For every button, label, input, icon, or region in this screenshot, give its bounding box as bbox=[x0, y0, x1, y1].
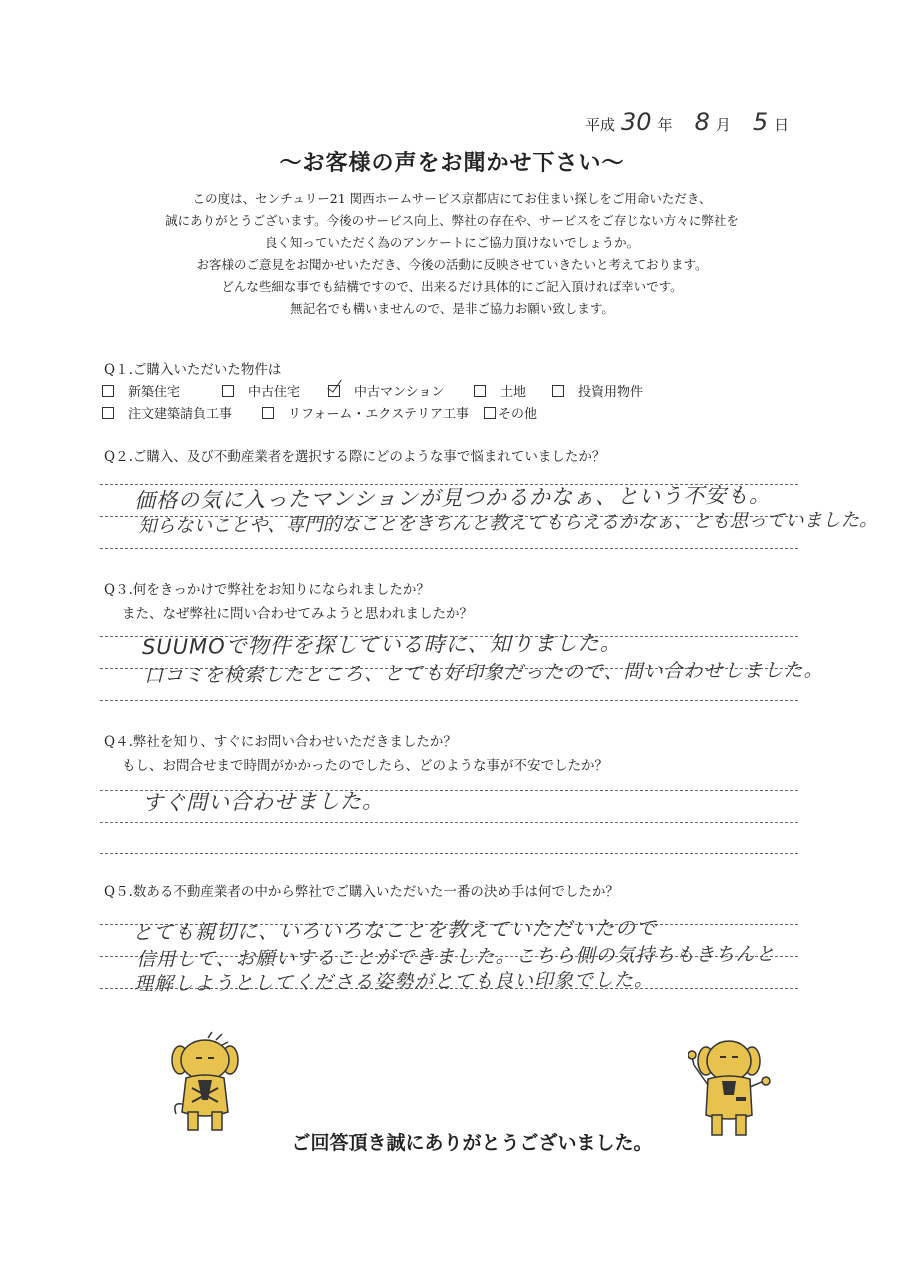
intro-line: 無記名でも構いませんので、是非ご協力お願い致します。 bbox=[290, 301, 614, 316]
option-used-condo[interactable]: 中古マンション bbox=[328, 381, 444, 400]
q4-question-line: Q４.弊社を知り、すぐにお問い合わせいただきましたか？ bbox=[104, 734, 457, 750]
q5-answer-lines bbox=[100, 0, 798, 1000]
dog-mascot-left-icon bbox=[168, 1030, 248, 1136]
date-year-unit: 年 bbox=[657, 116, 673, 134]
q3-question-line: また、なぜ弊社に問い合わせてみようと思われましたか？ bbox=[122, 606, 473, 622]
date-month: 8 bbox=[694, 108, 710, 136]
date-day: 5 bbox=[752, 108, 769, 136]
date-year: 30 bbox=[621, 108, 652, 136]
intro-line: お客様のご意見をお聞かせいただき、今後の活動に反映させていきたいと考えております。 bbox=[196, 257, 708, 272]
q4-question-line: もし、お問合せまで時間がかかったのでしたら、どのような事が不安でしたか？ bbox=[122, 758, 608, 774]
option-used-house[interactable]: 中古住宅 bbox=[222, 381, 300, 400]
q2-question: Q２.ご購入、及び不動産業者を選択する際にどのような事で悩まれていましたか？ bbox=[104, 449, 606, 465]
q5-question: Q５.数ある不動産業者の中から弊社でご購入いただいた一番の決め手は何でしたか？ bbox=[104, 884, 619, 900]
option-reform[interactable]: リフォーム・エクステリア工事 bbox=[262, 403, 469, 422]
q1-question: Q１.ご購入いただいた物件は bbox=[104, 362, 282, 378]
date-month-unit: 月 bbox=[715, 116, 731, 134]
intro-line: どんな些細な事でも結構ですので、出来るだけ具体的にご記入頂ければ幸いです。 bbox=[221, 279, 683, 294]
q3-answer-line: SUUMOで物件を探している時に、知りました。 bbox=[141, 630, 622, 660]
q4-answer-line: すぐ問い合わせました。 bbox=[141, 788, 385, 816]
option-investment[interactable]: 投資用物件 bbox=[552, 381, 643, 400]
dog-mascot-right-icon bbox=[688, 1035, 772, 1141]
intro-line: 誠にありがとうございます。今後のサービス向上、弊社の存在や、サービスをご存じない方々に弊社を bbox=[165, 213, 739, 228]
date-era: 平成 bbox=[585, 116, 616, 134]
q2-answer-line: 価格の気に入ったマンションが見つかるかなぁ、という不安も。 bbox=[133, 483, 772, 513]
option-other[interactable]: その他 bbox=[484, 403, 537, 422]
option-land[interactable]: 土地 bbox=[474, 381, 526, 400]
option-custom-build[interactable]: 注文建築請負工事 bbox=[102, 403, 232, 422]
page-title: ～お客様の声をお聞かせ下さい～ bbox=[279, 150, 625, 176]
q2-answer-line: 知らないことや、専門的なことをきちんと教えてもらえるかなぁ、とも思っていました。 bbox=[137, 509, 878, 538]
option-new-house[interactable]: 新築住宅 bbox=[102, 381, 180, 400]
thanks-message: ご回答頂き誠にありがとうございました。 bbox=[291, 1132, 653, 1154]
q5-answer-line: 理解しようとしてくださる姿勢がとても良い印象でした。 bbox=[133, 968, 655, 996]
intro-line: この度は、センチュリー21 関西ホームサービス京都店にてお住まい探しをご用命いただき、 bbox=[192, 191, 712, 206]
q3-question-line: Q３.何をきっかけで弊社をお知りになられましたか？ bbox=[104, 582, 430, 598]
date-day-unit: 日 bbox=[774, 116, 790, 134]
intro-line: 良く知っていただく為のアンケートにご協力頂けないでしょうか。 bbox=[264, 235, 640, 250]
q3-answer-line: 口コミを検索したところ、とても好印象だったので、問い合わせしました。 bbox=[143, 659, 824, 687]
q5-answer-line: 信用して、お願いすることができました。こちら側の気持ちもきちんと bbox=[135, 943, 776, 971]
q5-answer-line: とても親切に、いろいろなことを教えていただいたので bbox=[131, 915, 658, 945]
